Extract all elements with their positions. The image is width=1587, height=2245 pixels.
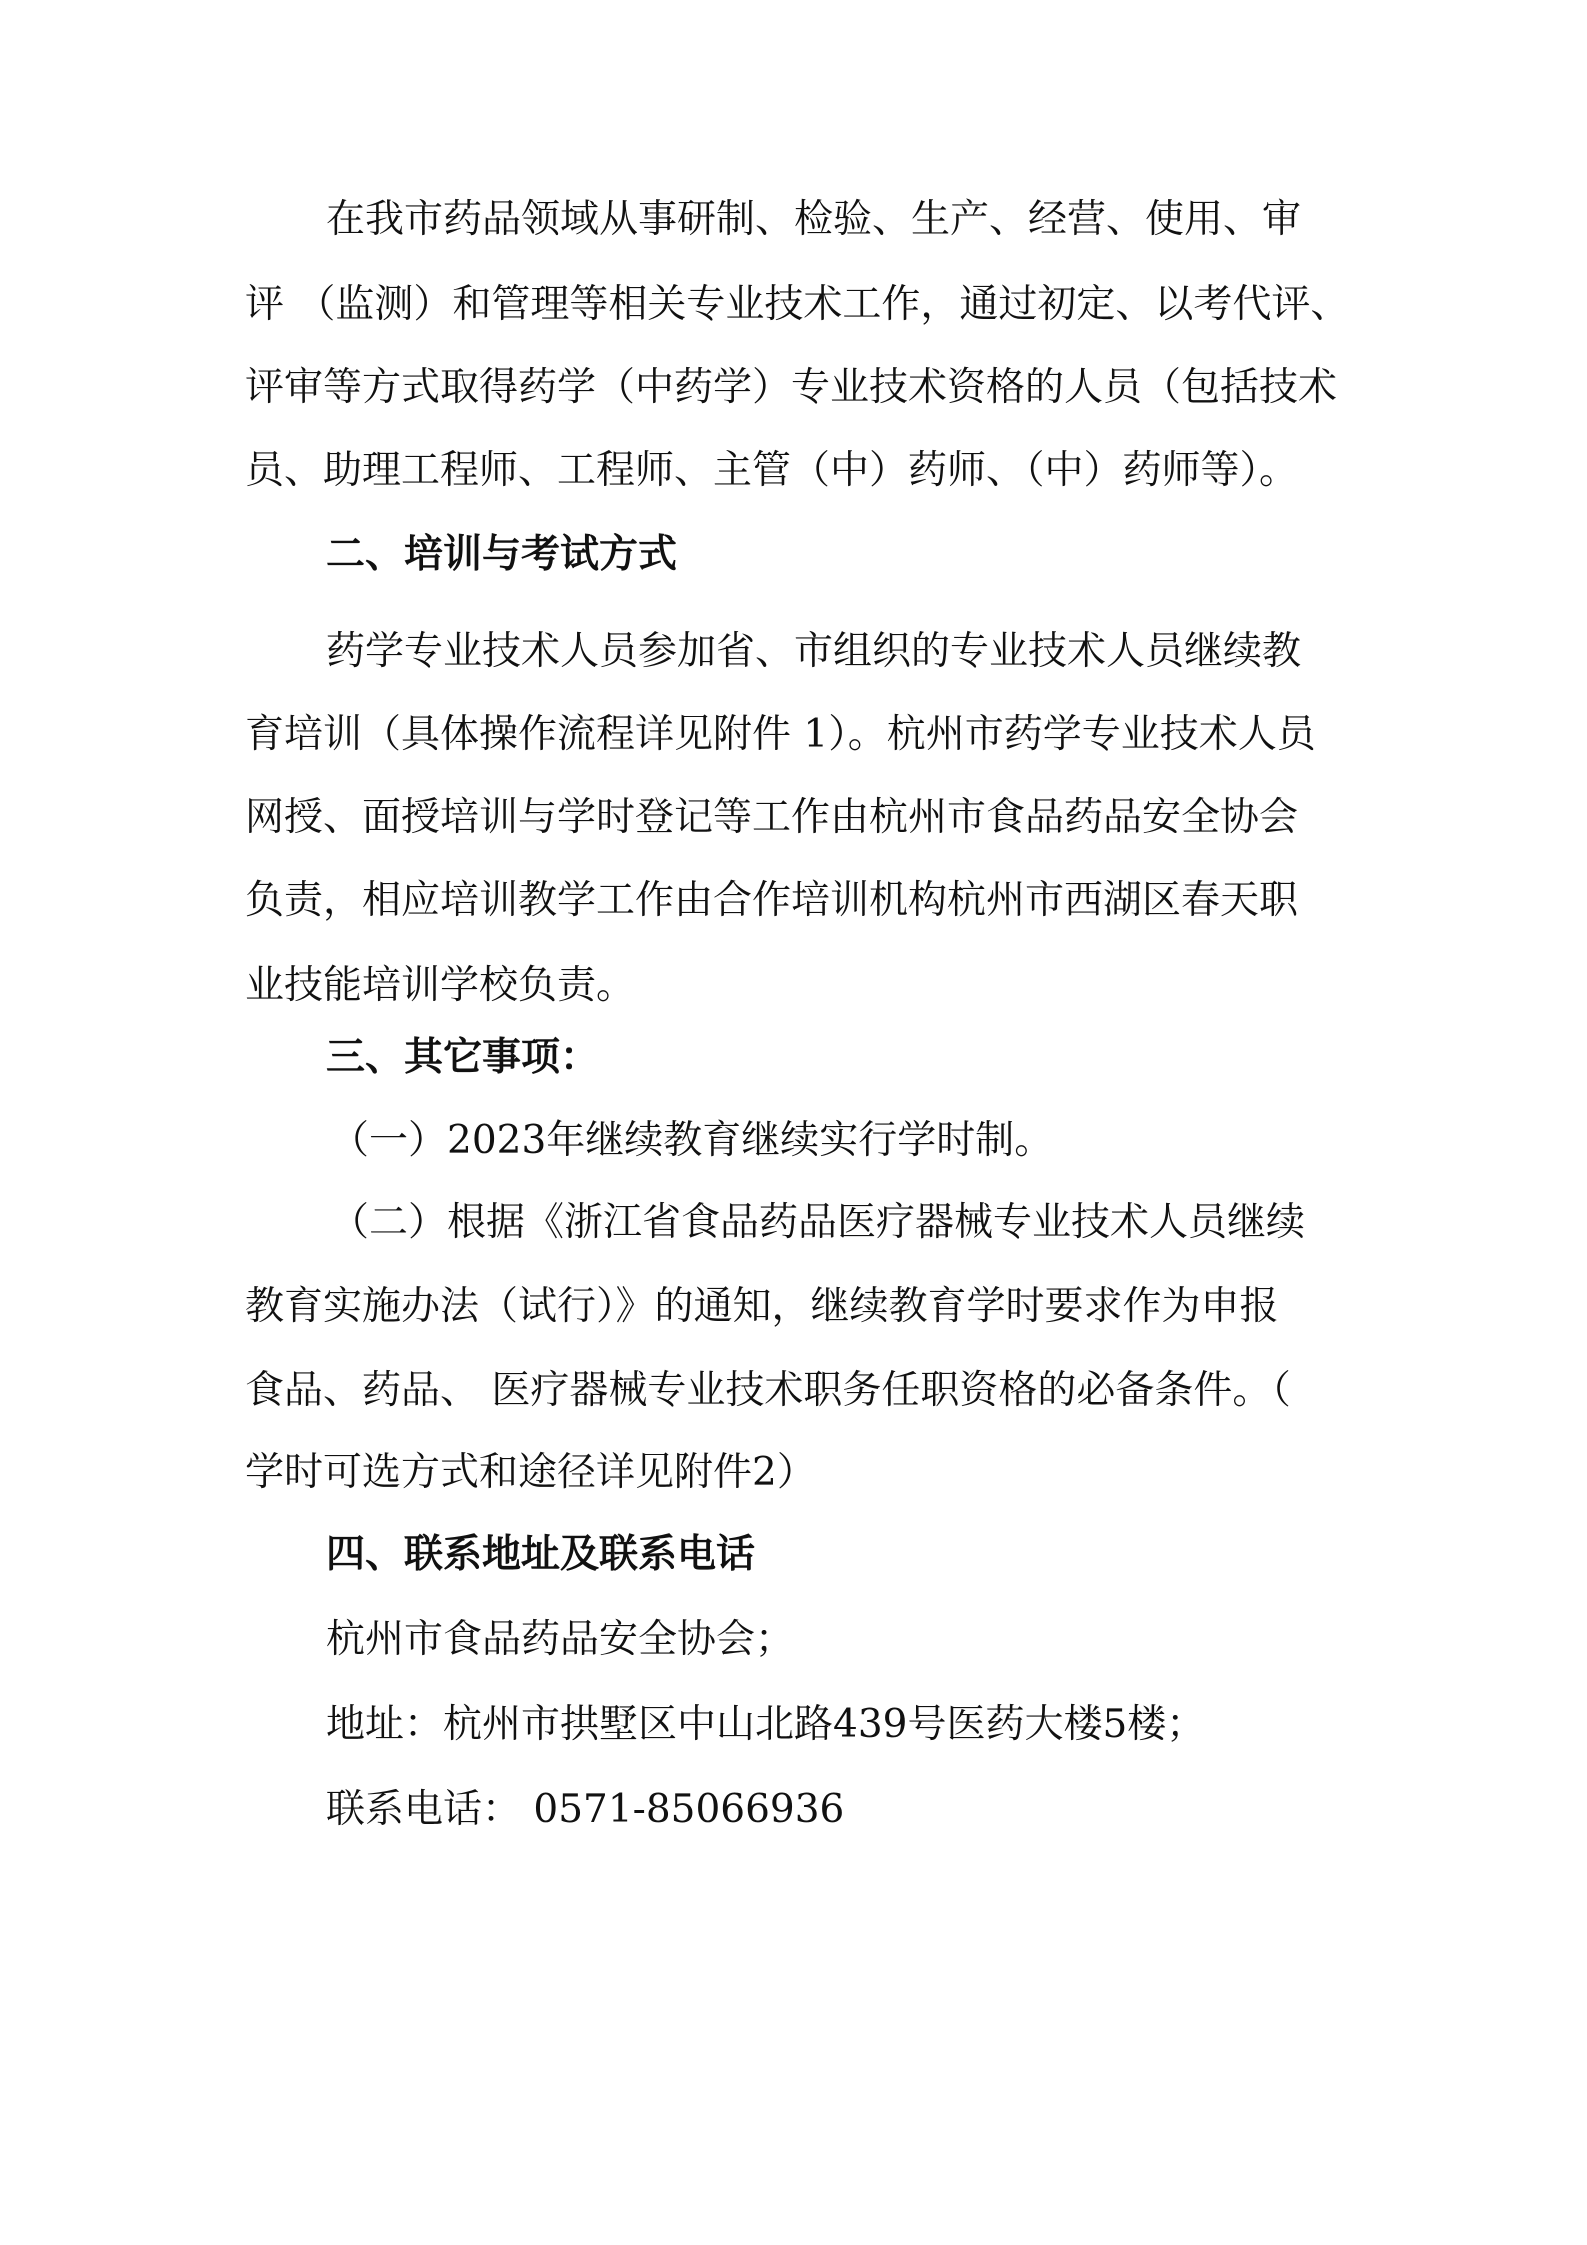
training-paragraph-line-1: 药学专业技术人员参加省、市组织的专业技术人员继续教	[326, 629, 1302, 674]
other-item-1: （一）2023年继续教育继续实行学时制。	[330, 1118, 1054, 1163]
scope-paragraph-line-1: 在我市药品领域从事研制、检验、生产、经营、使用、审	[326, 197, 1302, 242]
contact-phone: 联系电话： 0571-85066936	[326, 1787, 845, 1832]
contact-organization: 杭州市食品药品安全协会；	[326, 1617, 795, 1662]
training-paragraph-line-3: 网授、面授培训与学时登记等工作由杭州市食品药品安全协会	[245, 795, 1299, 840]
training-paragraph-line-2: 育培训（具体操作流程详见附件 1）。杭州市药学专业技术人员	[245, 712, 1316, 757]
contact-address: 地址：杭州市拱墅区中山北路439号医药大楼5楼；	[326, 1702, 1206, 1747]
scope-paragraph-line-4: 员、助理工程师、工程师、主管（中）药师、（中）药师等）。	[245, 448, 1299, 493]
training-paragraph-line-5: 业技能培训学校负责。	[245, 963, 636, 1008]
other-item-2-line-3: 食品、药品、 医疗器械专业技术职务任职资格的必备条件。（	[245, 1368, 1291, 1413]
other-item-2-line-1: （二）根据《浙江省食品药品医疗器械专业技术人员继续	[330, 1200, 1306, 1245]
section-heading-contact: 四、联系地址及联系电话	[326, 1532, 756, 1577]
section-heading-other-matters: 三、其它事项：	[326, 1035, 600, 1080]
other-item-2-line-4: 学时可选方式和途径详见附件2）	[245, 1450, 816, 1495]
other-item-2-line-2: 教育实施办法（试行）》的通知，继续教育学时要求作为申报	[245, 1284, 1279, 1329]
scope-paragraph-line-2: 评 （监测）和管理等相关专业技术工作，通过初定、以考代评、	[245, 282, 1350, 327]
training-paragraph-line-4: 负责，相应培训教学工作由合作培训机构杭州市西湖区春天职	[245, 878, 1299, 923]
scope-paragraph-line-3: 评审等方式取得药学（中药学）专业技术资格的人员（包括技术	[245, 365, 1338, 410]
section-heading-training: 二、培训与考试方式	[326, 532, 678, 577]
